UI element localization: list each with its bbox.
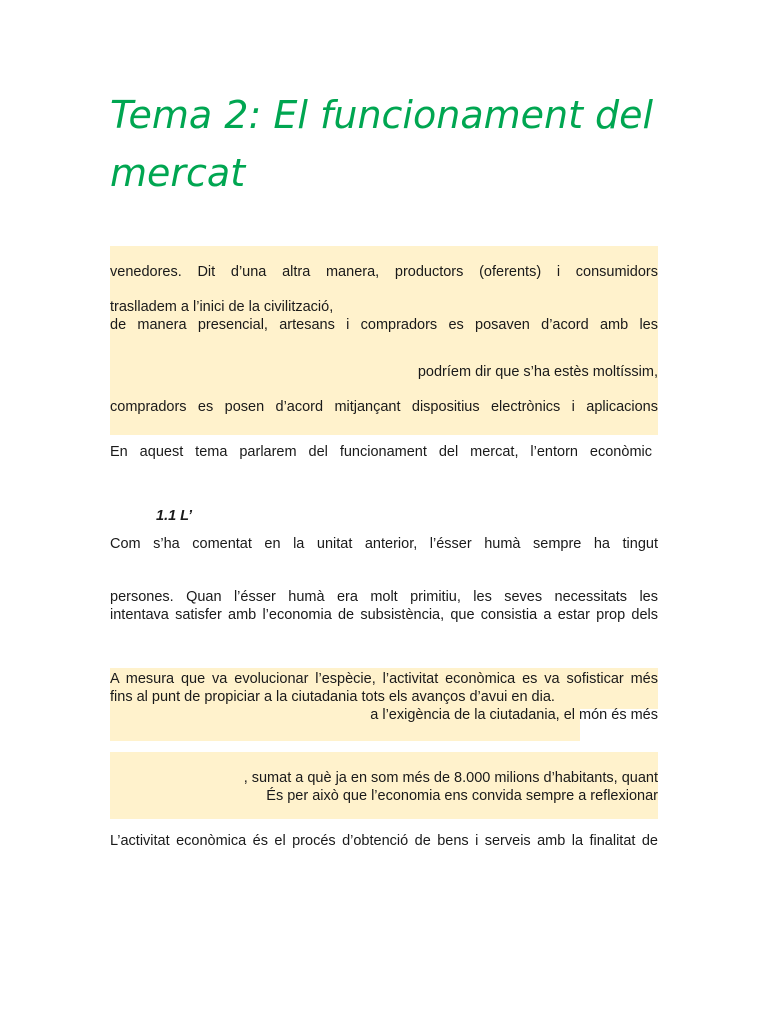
- paragraph-line: traslladem a l’inici de la civilització,: [110, 299, 334, 315]
- paragraph-line: podríem dir que s’ha estès moltíssim,: [417, 364, 658, 380]
- paragraph-line: És per això que l’economia ens convida sempre a reflexionar: [266, 788, 658, 804]
- paragraph-line: En aquest tema parlarem del funcionament del mercat, l’entorn econòmic: [110, 444, 652, 460]
- paragraph-line: persones. Quan l’ésser humà era molt primitiu, les seves necessitats les: [110, 589, 658, 605]
- paragraph-line: fins al punt de propiciar a la ciutadania tots els avanços d’avui en dia.: [110, 689, 555, 705]
- paragraph-line: A mesura que va evolucionar l’espècie, l’activitat econòmica es va sofisticar més: [110, 671, 658, 687]
- title-line-2: mercat: [110, 151, 246, 195]
- title-line-1: Tema 2: El funcionament del: [110, 93, 654, 137]
- paragraph-line: de manera presencial, artesans i compradors es posaven d’acord amb les: [110, 317, 658, 333]
- paragraph-line: , sumat a què ja en som més de 8.000 milions d’habitants, quant: [243, 770, 658, 786]
- paragraph-line: a l’exigència de la ciutadania, el món és més: [370, 707, 658, 723]
- paragraph-line: L’activitat econòmica és el procés d’obtenció de bens i serveis amb la finalitat de: [110, 833, 658, 849]
- document-title: [110, 86, 690, 202]
- paragraph-line: compradors es posen d’acord mitjançant dispositius electrònics i aplicacions: [110, 399, 658, 415]
- paragraph-line: venedores. Dit d’una altra manera, productors (oferents) i consumidors: [110, 264, 658, 280]
- paragraph-line: intentava satisfer amb l’economia de subsistència, que consistia a estar prop dels: [110, 607, 658, 623]
- paragraph-line: Com s’ha comentat en la unitat anterior, l’ésser humà sempre ha tingut: [110, 536, 658, 552]
- section-heading: 1.1 L’: [156, 508, 192, 524]
